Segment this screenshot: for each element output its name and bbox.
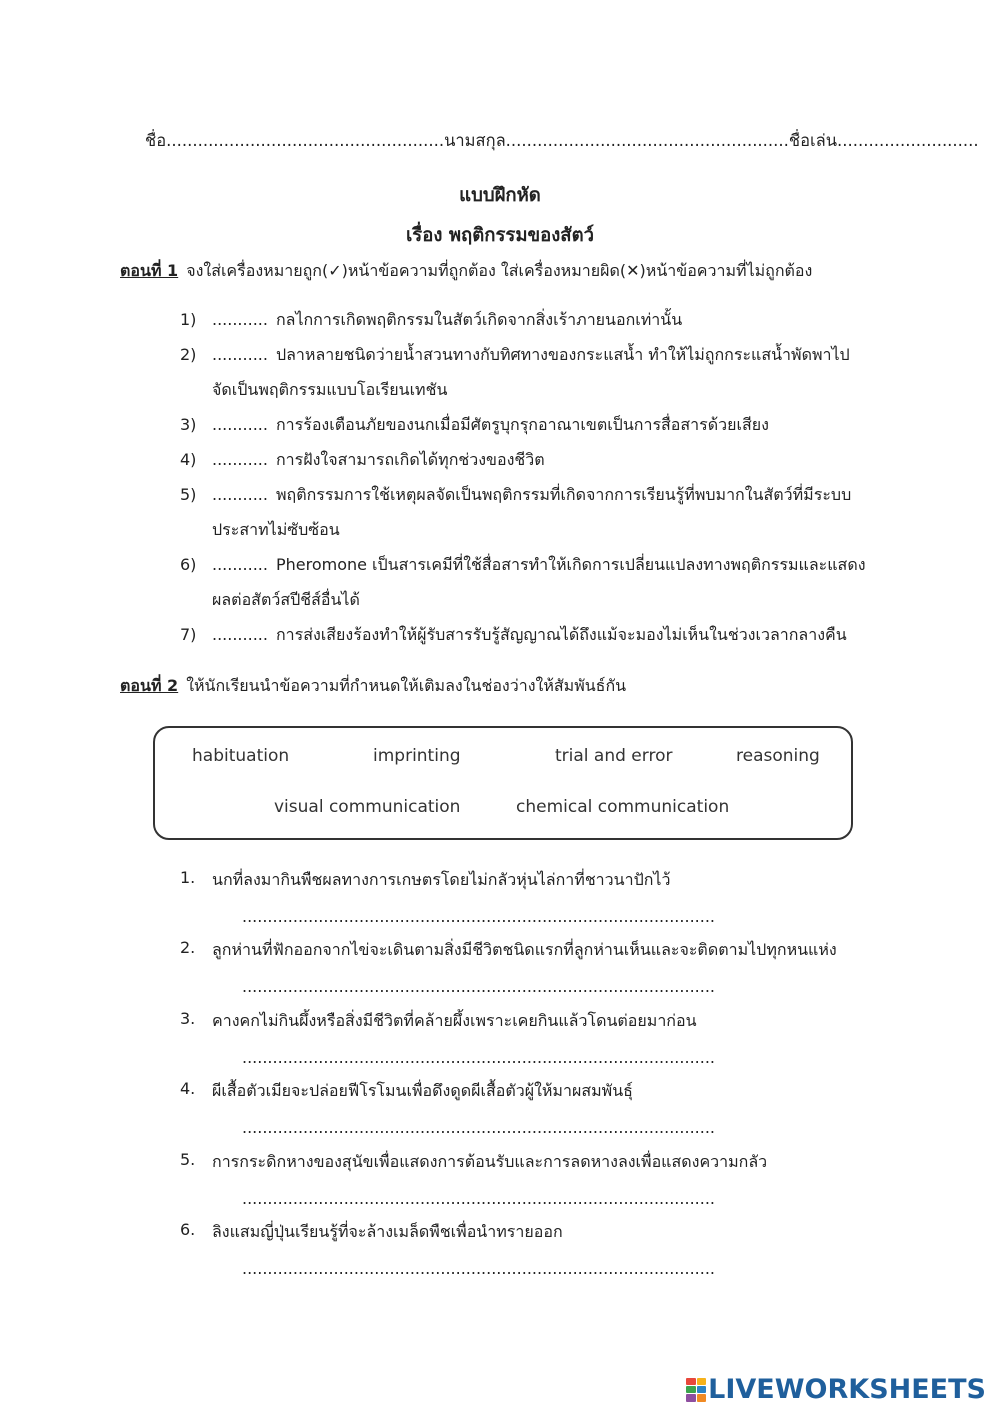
word-habituation: habituation: [192, 746, 290, 766]
part2-question: [180, 1150, 880, 1208]
part2-question: [180, 938, 880, 996]
answer-blank[interactable]: ...........: [212, 310, 268, 329]
part1-instruction: จงใส่เครื่องหมายถูก(✓)หน้าข้อความที่ถูกต้อง ใส่เครื่องหมายผิด(✕)หน้าข้อความที่ไม่ถูกต้อง: [186, 261, 813, 280]
part1-heading: [120, 259, 812, 284]
item-number: 1): [180, 310, 197, 329]
part1-item: [180, 442, 880, 477]
question-text: ลูกห่านที่ฟักออกจากไข่จะเดินตามสิ่งมีชีวิตชนิดแรกที่ลูกห่านเห็นและจะติดตามไปทุกหนแห่ง: [212, 940, 837, 959]
question-text: ผีเสื้อตัวเมียจะปล่อยฟีโรโมนเพื่อดึงดูดผีเสื้อตัวผู้ให้มาผสมพันธุ์: [212, 1081, 633, 1100]
part2-instruction: ให้นักเรียนนำข้อความที่กำหนดให้เติมลงในช่องว่างให้สัมพันธ์กัน: [186, 676, 627, 695]
item-text: Pheromone เป็นสารเคมีที่ใช้สื่อสารทำให้เกิดการเปลี่ยนแปลงทางพฤติกรรมและแสดง: [275, 555, 866, 574]
item-text: การฝังใจสามารถเกิดได้ทุกช่วงของชีวิต: [275, 450, 545, 469]
part1-item: [180, 617, 880, 652]
part2-label: ตอนที่ 2: [120, 676, 179, 695]
part2-question: [180, 1079, 880, 1137]
word-chemical-communication: chemical communication: [516, 797, 730, 817]
logo-block: [697, 1386, 707, 1393]
student-info-line: ชื่อ.....................................................นามสกุล......................................................ชื่อเล่น...........................: [145, 131, 979, 150]
item-text-continued: จัดเป็นพฤติกรรมแบบโอเรียนเทชัน: [212, 380, 448, 399]
question-number: 1.: [180, 868, 196, 887]
item-number: 3): [180, 415, 197, 434]
worksheet-subject: เรื่อง พฤติกรรมของสัตว์: [405, 225, 594, 246]
logo-block: [686, 1386, 696, 1393]
answer-blank[interactable]: ...........: [212, 555, 268, 574]
question-text: นกที่ลงมากินพืชผลทางการเกษตรโดยไม่กลัวหุ่นไล่กาที่ชาวนาปักไว้: [212, 870, 671, 889]
word-bank: [153, 726, 853, 840]
question-number: 6.: [180, 1220, 196, 1239]
answer-blank[interactable]: ...........: [212, 345, 268, 364]
part1-item: [180, 407, 880, 442]
question-number: 3.: [180, 1009, 196, 1028]
part1-label: ตอนที่ 1: [120, 261, 179, 280]
answer-line[interactable]: .............................................................................................: [242, 1118, 715, 1137]
question-number: 4.: [180, 1079, 196, 1098]
liveworksheets-logo: [686, 1374, 986, 1405]
part1-item: [180, 302, 880, 337]
item-number: 2): [180, 345, 197, 364]
answer-line[interactable]: .............................................................................................: [242, 907, 715, 926]
part2-question: [180, 868, 880, 926]
answer-blank[interactable]: ...........: [212, 450, 268, 469]
question-text: ลิงแสมญี่ปุ่นเรียนรู้ที่จะล้างเมล็ดพืชเพื่อนำทรายออก: [212, 1222, 563, 1241]
part2-question: [180, 1009, 880, 1067]
item-text: กลไกการเกิดพฤติกรรมในสัตว์เกิดจากสิ่งเร้าภายนอกเท่านั้น: [275, 310, 683, 329]
answer-line[interactable]: .............................................................................................: [242, 1048, 715, 1067]
part1-item: [180, 547, 880, 617]
part2-question: [180, 1220, 880, 1278]
part1-item: [180, 337, 880, 407]
word-trial-and-error: trial and error: [555, 746, 673, 766]
item-number: 7): [180, 625, 197, 644]
part2-heading: [120, 674, 626, 699]
logo-block: [697, 1394, 707, 1401]
worksheet-title: แบบฝึกหัด: [459, 185, 541, 206]
word-reasoning: reasoning: [736, 746, 820, 766]
logo-block: [686, 1378, 696, 1385]
question-text: การกระดิกหางของสุนัขเพื่อแสดงการต้อนรับและการลดหางลงเพื่อแสดงความกลัว: [212, 1152, 768, 1171]
item-number: 5): [180, 485, 197, 504]
item-number: 4): [180, 450, 197, 469]
item-text-continued: ผลต่อสัตว์สปีชีส์อื่นได้: [212, 590, 360, 609]
logo-text: LIVEWORKSHEETS: [708, 1374, 986, 1405]
word-imprinting: imprinting: [373, 746, 461, 766]
logo-block: [697, 1378, 707, 1385]
liveworksheets-logo-icon: [686, 1378, 706, 1402]
question-number: 5.: [180, 1150, 196, 1169]
answer-blank[interactable]: ...........: [212, 625, 268, 644]
item-number: 6): [180, 555, 197, 574]
word-visual-communication: visual communication: [274, 797, 461, 817]
item-text: ปลาหลายชนิดว่ายน้ำสวนทางกับทิศทางของกระแสน้ำ ทำให้ไม่ถูกกระแสน้ำพัดพาไป: [275, 345, 850, 364]
part1-item: [180, 477, 880, 547]
answer-blank[interactable]: ...........: [212, 415, 268, 434]
question-number: 2.: [180, 938, 196, 957]
item-text-continued: ประสาทไม่ซับซ้อน: [212, 520, 340, 539]
item-text: การร้องเตือนภัยของนกเมื่อมีศัตรูบุกรุกอาณาเขตเป็นการสื่อสารด้วยเสียง: [275, 415, 769, 434]
answer-blank[interactable]: ...........: [212, 485, 268, 504]
answer-line[interactable]: .............................................................................................: [242, 977, 715, 996]
item-text: พฤติกรรมการใช้เหตุผลจัดเป็นพฤติกรรมที่เกิดจากการเรียนรู้ที่พบมากในสัตว์ที่มีระบบ: [275, 485, 852, 504]
logo-block: [686, 1394, 696, 1401]
answer-line[interactable]: .............................................................................................: [242, 1189, 715, 1208]
question-text: คางคกไม่กินผึ้งหรือสิ่งมีชีวิตที่คล้ายผึ้งเพราะเคยกินแล้วโดนต่อยมาก่อน: [212, 1011, 697, 1030]
item-text: การส่งเสียงร้องทำให้ผู้รับสารรับรู้สัญญาณได้ถึงแม้จะมองไม่เห็นในช่วงเวลากลางคืน: [275, 625, 847, 644]
answer-line[interactable]: .............................................................................................: [242, 1259, 715, 1278]
